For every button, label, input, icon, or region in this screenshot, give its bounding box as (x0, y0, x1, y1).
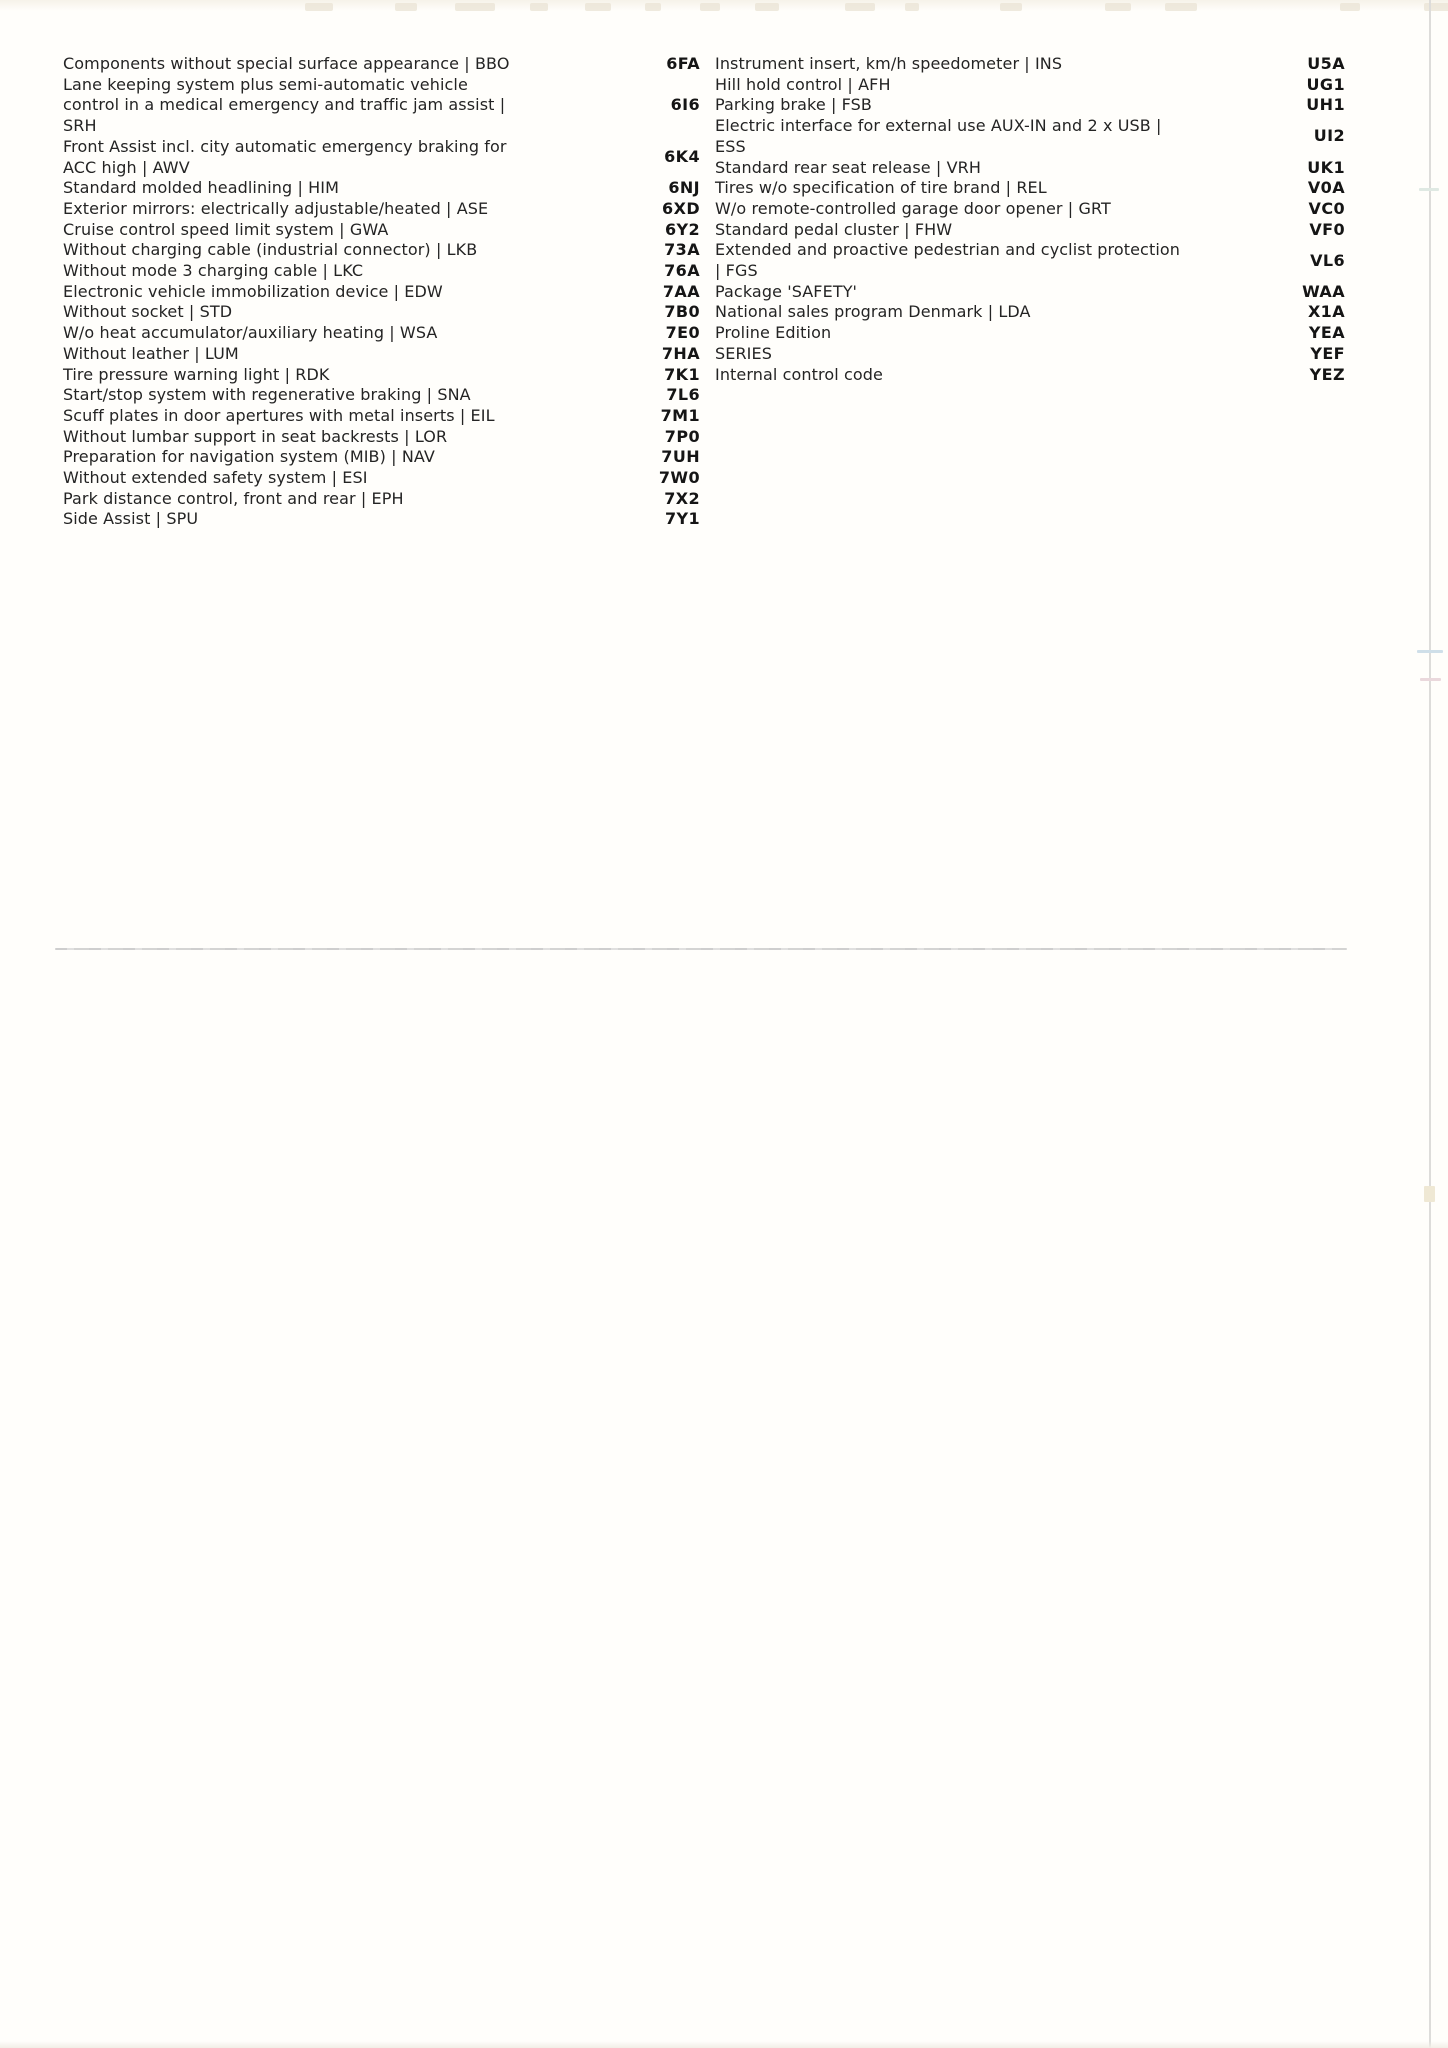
option-row (63, 178, 718, 199)
option-code: YEZ (1309, 364, 1345, 384)
option-row (715, 240, 1347, 281)
option-code: 6I6 (670, 95, 700, 115)
option-description: Components without special surface appearance | BBO (63, 54, 510, 73)
option-row (715, 282, 1347, 303)
option-code: U5A (1307, 54, 1345, 73)
option-code: UK1 (1307, 157, 1345, 177)
option-description: Electronic vehicle immobilization device | EDW (63, 281, 443, 301)
option-description: National sales program Denmark | LDA (715, 302, 1031, 322)
option-row (63, 489, 718, 510)
option-row (715, 323, 1347, 344)
option-description: Instrument insert, km/h speedometer | INS (715, 54, 1063, 73)
option-code: 6NJ (668, 178, 700, 198)
option-description: Electric interface for external use AUX-IN and 2 x USB | ESS (715, 116, 1162, 156)
option-row (63, 220, 718, 241)
scan-artifact-bottom-edge (0, 2041, 1448, 2048)
option-code: VL6 (1310, 250, 1345, 270)
option-row (63, 240, 718, 261)
option-code: 73A (664, 240, 700, 260)
scan-smudge (905, 3, 919, 11)
scan-smudge (1000, 3, 1022, 11)
option-row (63, 447, 718, 468)
option-description: Tire pressure warning light | RDK (63, 364, 330, 384)
option-code: 6XD (662, 198, 700, 218)
option-code: 7AA (662, 281, 700, 301)
option-row (63, 323, 718, 344)
option-description: SERIES (715, 343, 772, 363)
option-description: Park distance control, front and rear | EPH (63, 488, 404, 508)
option-row (63, 365, 718, 386)
option-row (715, 75, 1347, 96)
option-row (63, 199, 718, 220)
option-row (63, 406, 718, 427)
option-description: Standard rear seat release | VRH (715, 157, 981, 177)
option-description: Standard pedal cluster | FHW (715, 219, 953, 239)
option-row (715, 344, 1347, 365)
option-code: 7K1 (664, 364, 700, 384)
option-description: Scuff plates in door apertures with metal inserts | EIL (63, 405, 495, 425)
option-code: 6K4 (664, 147, 700, 167)
option-row (63, 509, 718, 530)
scan-artifact-tick (1419, 188, 1439, 191)
option-code: 7E0 (665, 323, 700, 343)
scan-smudge (845, 3, 875, 11)
option-description: Parking brake | FSB (715, 95, 873, 115)
option-code: X1A (1307, 302, 1345, 322)
scan-artifact-top-edge (0, 0, 1448, 11)
option-description: Tires w/o specification of tire brand | REL (715, 178, 1047, 198)
option-code: 7Y1 (664, 509, 700, 529)
option-description: Standard molded headlining | HIM (63, 178, 339, 198)
option-row (715, 54, 1347, 75)
option-description: Without extended safety system | ESI (63, 468, 368, 488)
option-code: 76A (664, 261, 700, 281)
option-description: Exterior mirrors: electrically adjustable/heated | ASE (63, 198, 489, 218)
scan-smudge (1424, 3, 1448, 11)
option-code: UG1 (1306, 74, 1345, 94)
option-description: Preparation for navigation system (MIB) | NAV (63, 447, 435, 467)
option-code: 7L6 (666, 385, 700, 405)
scan-smudge (530, 3, 548, 11)
scan-artifact-tick (1424, 1186, 1435, 1202)
option-description: Without mode 3 charging cable | LKC (63, 261, 364, 281)
option-code: 6FA (666, 54, 700, 73)
option-row (63, 344, 718, 365)
option-row (715, 199, 1347, 220)
option-row (715, 365, 1347, 386)
option-row (63, 468, 718, 489)
option-description: Side Assist | SPU (63, 509, 199, 529)
option-code: V0A (1307, 178, 1345, 198)
option-code: 7M1 (660, 405, 700, 425)
option-code: 7W0 (658, 468, 700, 488)
option-code: 7HA (661, 343, 700, 363)
option-description: Lane keeping system plus semi-automatic vehicle control in a medical emergency and traffic jam assist | SRH (63, 74, 506, 136)
option-code: YEF (1310, 343, 1345, 363)
scan-smudge (455, 3, 495, 11)
option-description: Internal control code (715, 364, 883, 384)
option-row (63, 75, 718, 137)
option-description: Hill hold control | AFH (715, 74, 891, 94)
option-code: UH1 (1306, 95, 1345, 115)
option-description: Without lumbar support in seat backrests | LOR (63, 426, 448, 446)
options-list-right-column (715, 54, 1347, 385)
option-description: Without leather | LUM (63, 343, 239, 363)
scan-smudge (700, 3, 720, 11)
scan-artifact-vertical-line (1429, 0, 1431, 2048)
option-row (715, 178, 1347, 199)
option-row (63, 282, 718, 303)
option-row (63, 137, 718, 178)
option-row (63, 261, 718, 282)
scan-smudge (1105, 3, 1131, 11)
option-row (63, 385, 718, 406)
option-code: VF0 (1309, 219, 1345, 239)
scan-smudge (395, 3, 417, 11)
option-row (715, 158, 1347, 179)
option-code: WAA (1302, 281, 1345, 301)
option-code: UI2 (1313, 126, 1345, 146)
options-list-left-column (63, 54, 718, 530)
option-code: YEA (1308, 323, 1345, 343)
option-description: Extended and proactive pedestrian and cyclist protection | FGS (715, 240, 1180, 281)
option-description: Front Assist incl. city automatic emergency braking for ACC high | AWV (63, 136, 507, 177)
option-row (63, 54, 718, 75)
option-description: Without socket | STD (63, 302, 233, 322)
option-description: Without charging cable (industrial connector) | LKB (63, 240, 478, 260)
option-code: VC0 (1308, 198, 1345, 218)
option-description: W/o heat accumulator/auxiliary heating | WSA (63, 323, 438, 343)
scan-smudge (585, 3, 611, 11)
scan-smudge (1340, 3, 1360, 11)
scan-smudge (305, 3, 333, 11)
option-code: 7P0 (664, 426, 700, 446)
option-description: Start/stop system with regenerative braking | SNA (63, 385, 471, 405)
option-code: 6Y2 (664, 219, 700, 239)
option-description: Cruise control speed limit system | GWA (63, 219, 389, 239)
option-code: 7X2 (664, 488, 700, 508)
option-description: W/o remote-controlled garage door opener | GRT (715, 198, 1111, 218)
scan-artifact-tick (1420, 678, 1441, 681)
divider-line (55, 948, 1347, 950)
option-description: Proline Edition (715, 323, 832, 343)
option-description: Package 'SAFETY' (715, 281, 858, 301)
option-row (715, 95, 1347, 116)
option-row (715, 220, 1347, 241)
scan-artifact-tick (1417, 650, 1443, 653)
option-row (715, 302, 1347, 323)
option-code: 7B0 (664, 302, 700, 322)
option-row (63, 302, 718, 323)
scan-smudge (755, 3, 779, 11)
option-row (63, 427, 718, 448)
scan-smudge (1165, 3, 1197, 11)
option-row (715, 116, 1347, 157)
option-code: 7UH (661, 447, 700, 467)
scan-smudge (645, 3, 661, 11)
